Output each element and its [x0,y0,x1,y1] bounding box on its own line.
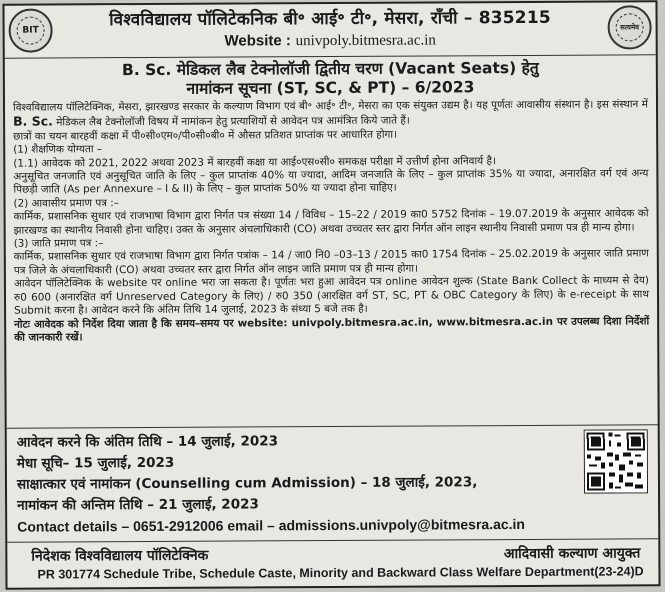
government-emblem-icon: सत्यमेव [607,5,651,49]
residence-text: कार्मिक, प्रशासनिक सुधार एवं राजभाषा विभाग द्वारा निर्गत पत्र संख्या 14 / विविध – 15–22 / 2019 का0 5752 दिनांक – 19.07.2019 के अनुसार आवेदक को झारखण्ड का स्थानीय निवासी होना चाहिए। उक्त के अनुसार अंचलाधिकारी (CO) अथवा उच्चतर स्तर द्वारा निर्गत ऑन लाइन स्थानीय निवासी प्रमाण पत्र ही मान्य होगा। [13,207,649,237]
institute-name: विश्वविद्यालय पॉलिटेकनिक बी॰ आई॰ टी॰, मेसरा, राँची – 835215 [109,7,551,31]
website-url: univpoly.bitmesra.ac.in [295,32,436,50]
website-label: Website : [224,32,291,50]
bit-logo-icon: BIT [8,8,52,52]
dates-section [7,424,659,541]
heading-residence: (2) आवासीय प्रमाण पत्र :– [13,196,119,210]
admission-last-date: नामांकन की अन्तिम तिथि – 21 जुलाई, 2023 [17,496,259,514]
counselling-date: साक्षात्कार एवं नामांकन (Counselling cum Admission) – 18 जुलाई, 2023, [16,474,478,493]
heading-caste: (3) जाति प्रमाण पत्र :– [13,237,104,250]
heading-eligibility: (1) शैक्षणिक योग्यता – [13,143,103,156]
notice-title: B. Sc. मेडिकल लैब टेक्नोलॉजी द्वितीय चरण (Vacant Seats) हेतु नामांकन सूचना (ST, SC, & PT) – 6/2023 [121,58,539,98]
notice-header [4,2,655,58]
eligibility-1-1: (1.1) आवेदक को 2021, 2022 अथवा 2023 में बारहवीं कक्षा या आई०एस०सी० समकक्ष परीक्षा में उत्तीर्ण होना अनिवार्य है। [13,154,496,170]
note-text: नोटः आवेदक को निर्देश दिया जाता है कि समय–समय पर website: univpoly.bitmesra.ac.in, www.bitmesra.ac.in पर उपलब्ध दिशा निर्देशों की जानकारी रखें। [14,314,650,344]
last-date: आवेदन करने कि अंतिम तिथि – 14 जुलाई, 2023 [16,433,279,451]
signature-director: निदेशक विश्वविद्यालय पॉलिटेक्निक [31,547,209,565]
website-line [55,30,606,52]
newspaper-notice [2,0,660,589]
eligibility-marks: अनुसूचित जनजाति एवं अनुसूचित जाति के लिए – कुल प्राप्तांक 40% या ज्यादा, आदिम जनजाति के लिए – कुल प्राप्तांक 35% या ज्यादा, अनारक्षित वर्ग एवं अन्य पिछड़ी जाति (As per Annexure – I & II) के लिए – कुल प्राप्तांक 50% या ज्यादा होना चाहिए। [13,167,649,197]
intro-paragraph: विश्वविद्यालय पॉलिटेक्निक, मेसरा, झारखण्ड सरकार के कल्याण विभाग एवं बी॰ आई॰ टी॰, मेसरा का एक संयुक्त उद्यम है। यह पूर्णतः आवासीय संस्थान है। इस संस्थान में B. Sc. मेडिकल लैब टेक्नोलॉजी विषय में नामांकन हेतु प्रत्याशियों से आवेदन पत्र आमंत्रित किये जाते हैं। [12,98,649,130]
pr-number: PR 301774 Schedule Tribe, Schedule Caste, Minority and Backward Class Welfare Department(23-24)D [37,564,644,582]
apply-text: आवेदन पॉलिटेक्निक के website पर online भरा जा सकता है। पूर्णतः भरा हुआ आवेदन पत्र online आवेदन शुल्क (State Bank Collect के माध्यम से देय) रु0 600 (अनारक्षित वर्ग Unreserved Category के लिए) / रु0 350 (आरक्षित वर्ग ST, SC, PT & OBC Category के लिए) के e-receipt के साथ Submit करना है। आवेदन करने कि अंतिम तिथि 14 जुलाई, 2023 के संध्या 5 बजे तक है। [13,274,650,317]
merit-list-date: मेधा सूचि– 15 जुलाई, 2023 [16,454,175,472]
notice-body [5,96,657,345]
signature-commissioner: आदिवासी कल्याण आयुक्त [503,545,641,563]
notice-footer [7,538,658,588]
contact-details: Contact details – 0651-2912006 email – admissions.univpoly@bitmesra.ac.in [17,515,526,535]
selection-line: छात्रों का चयन बारहवीं कक्षा में पी०सी०एम०/पी०सी०बी० में औसत प्रतिशत प्राप्तांक पर आधारित होगा। [13,128,398,143]
qr-code-icon [584,429,648,493]
caste-text: कार्मिक, प्रशासनिक सुधार एवं राजभाषा विभाग द्वारा निर्गत पत्रांक – 14 / जा0 नि0 –03–13 / 2015 का0 1754 दिनांक – 25.02.2019 के अनुसार जाति प्रमाण पत्र जिले के अंचलाधिकारी (CO) अथवा उच्चतर स्तर द्वारा निर्गत ऑन लाइन जाति प्रमाण पत्र ही मान्य होगा। [13,247,649,277]
